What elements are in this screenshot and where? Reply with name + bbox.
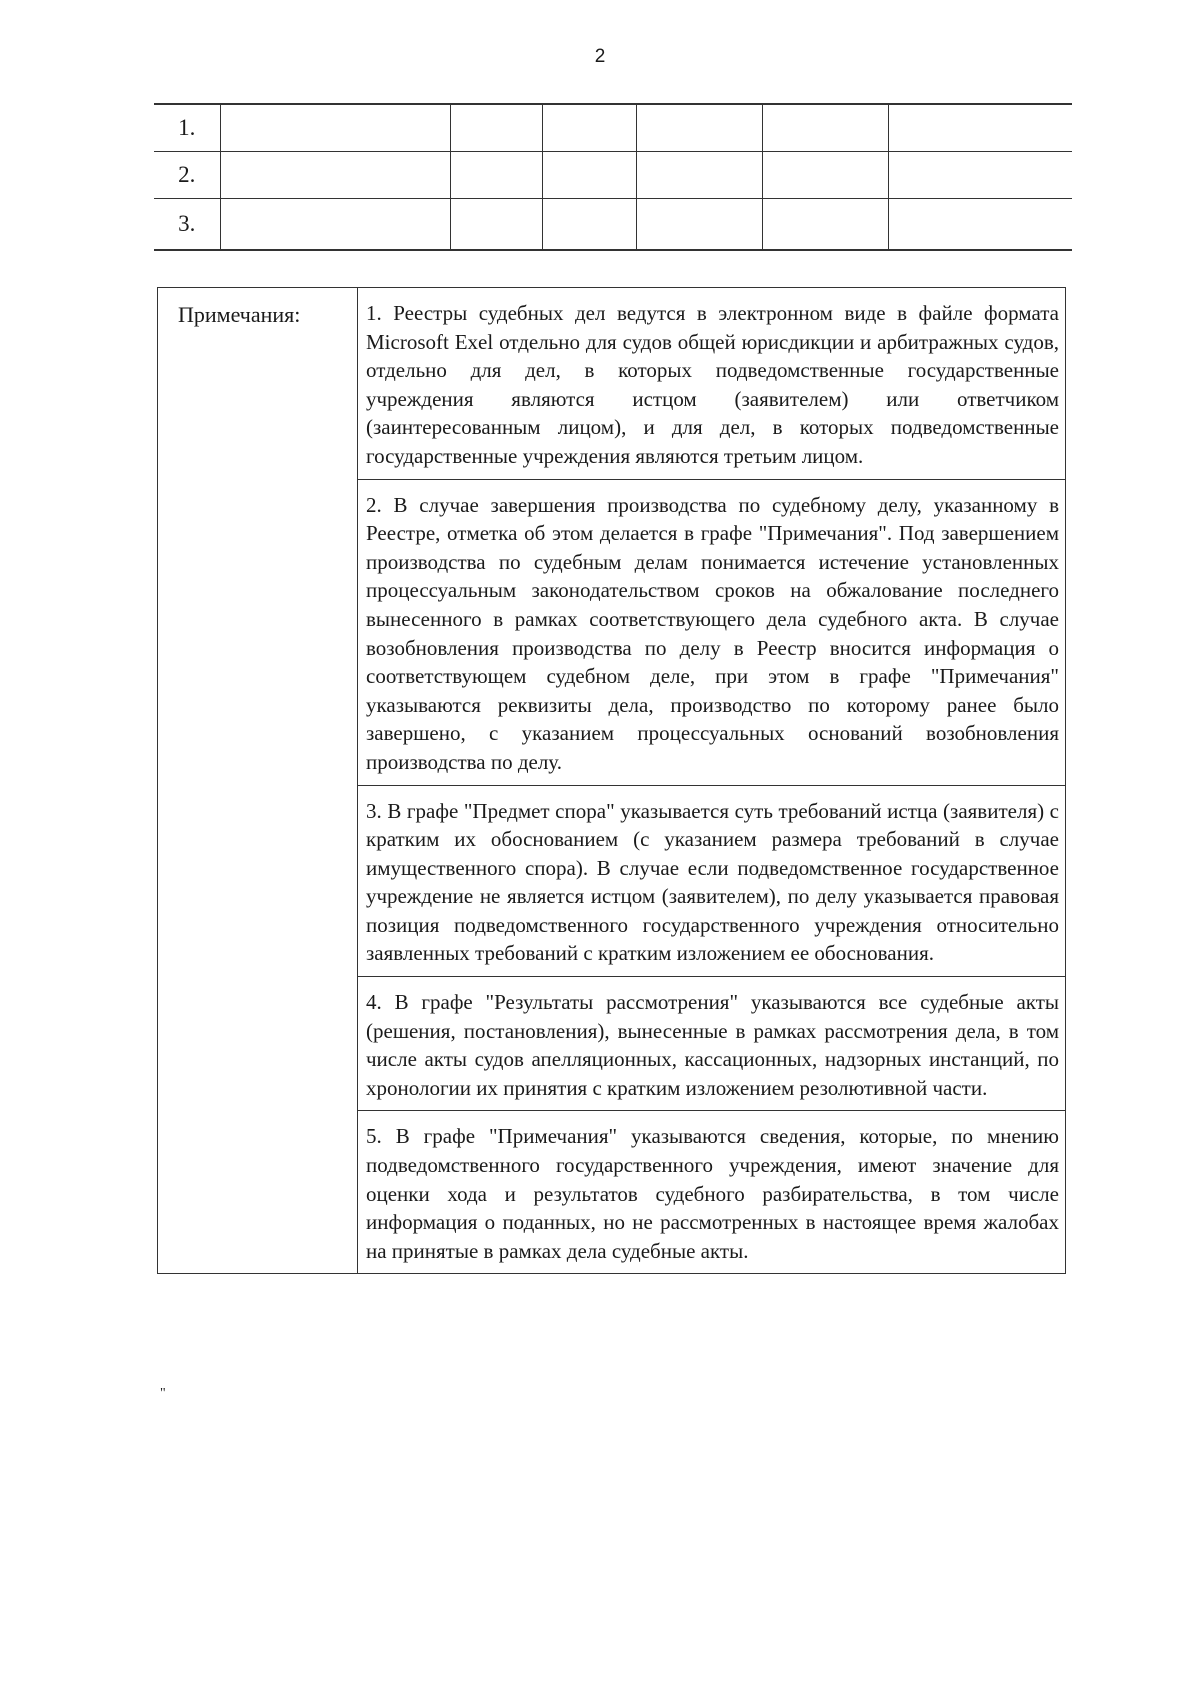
note-item-4: 4. В графе "Результаты рассмотрения" указываются все судебные акты (решения, постановления), вынесенные в рамках рассмотрения дела, в том числе акты судов апелляционных, кассационных, надзорных инстанций, по хронологии их принятия с кратким изложением резолютивной части. — [358, 977, 1066, 1111]
table-cell — [762, 104, 888, 152]
table-cell — [636, 104, 762, 152]
note-row — [158, 288, 1066, 480]
row-number: 2. — [154, 152, 220, 199]
table-cell — [450, 104, 542, 152]
note-item-1: 1. Реестры судебных дел ведутся в электронном виде в файле формата Microsoft Exel отдельно для судов общей юрисдикции и арбитражных судов, отдельно для дел, в которых подведомственные государственные учреждения являются истцом (заявителем) или ответчиком (заинтересованным лицом), и для дел, в которых подведомственные государственные учреждения являются третьим лицом. — [358, 288, 1066, 480]
table-cell — [888, 152, 1072, 199]
table-cell — [888, 199, 1072, 251]
table-cell — [542, 104, 636, 152]
notes-label: Примечания: — [158, 288, 358, 1274]
notes-table — [157, 287, 1066, 1274]
table-row — [154, 104, 1072, 152]
page-number: 2 — [594, 46, 606, 67]
note-item-5: 5. В графе "Примечания" указываются сведения, которые, по мнению подведомственного государственного учреждения, имеют значение для оценки хода и результатов судебного разбирательства, в том числе информация о поданных, но не рассмотренных в настоящее время жалобах на принятые в рамках дела судебные акты. — [358, 1111, 1066, 1274]
table-cell — [542, 199, 636, 251]
table-cell — [220, 104, 450, 152]
table-cell — [762, 199, 888, 251]
note-item-3: 3. В графе "Предмет спора" указывается суть требований истца (заявителя) с кратким их обоснованием (с указанием размера требований в случае имущественного спора). В случае если подведомственное государственное учреждение не является истцом (заявителем), по делу указывается правовая позиция подведомственного государственного учреждения относительно заявленных требований с кратким изложением ее обоснования. — [358, 785, 1066, 977]
table-row — [154, 152, 1072, 199]
row-number: 3. — [154, 199, 220, 251]
table-cell — [636, 152, 762, 199]
table-cell — [888, 104, 1072, 152]
row-number: 1. — [154, 104, 220, 152]
table-cell — [450, 152, 542, 199]
note-item-2: 2. В случае завершения производства по судебному делу, указанному в Реестре, отметка об этом делается в графе "Примечания". Под завершением производства по судебным делам понимается истечение установленных процессуальным законодательством сроков на обжалование последнего вынесенного в рамках соответствующего дела судебного акта. В случае возобновления производства по делу в Реестр вносится информация о соответствующем судебном деле, при этом в графе "Примечания" указываются реквизиты дела, производство по которому ранее было завершено, с указанием процессуальных оснований возобновления производства по делу. — [358, 479, 1066, 785]
table-cell — [762, 152, 888, 199]
registry-table — [154, 103, 1072, 251]
table-cell — [636, 199, 762, 251]
table-cell — [220, 152, 450, 199]
table-cell — [542, 152, 636, 199]
table-row — [154, 199, 1072, 251]
table-cell — [450, 199, 542, 251]
closing-quote-mark: " — [160, 1386, 166, 1401]
table-cell — [220, 199, 450, 251]
